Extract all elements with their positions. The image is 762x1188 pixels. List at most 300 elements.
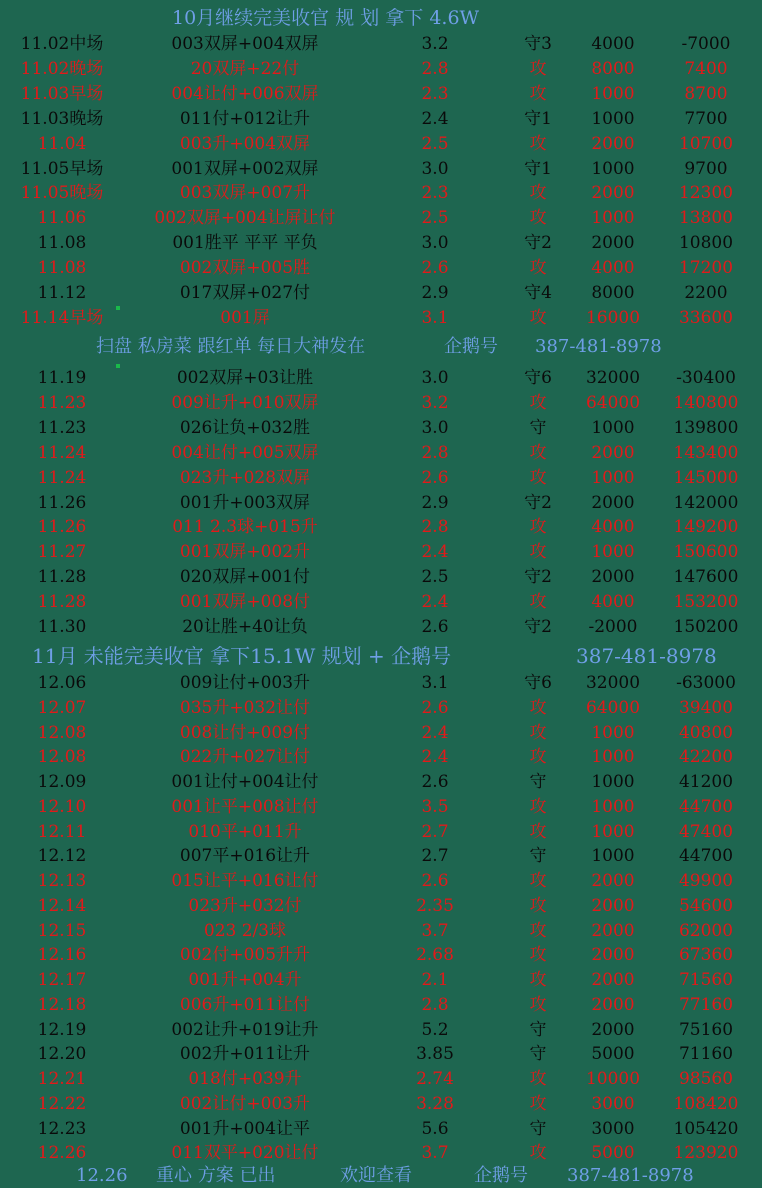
decoration-dot [116,364,120,368]
type-cell: 攻 [529,871,547,891]
odds-cell: 2.4 [421,592,449,613]
bet-cell: 001让平+008让付 [171,796,319,817]
balance-cell: 7400 [684,58,728,79]
type-cell: 攻 [529,517,547,538]
stake-cell: 10000 [585,1069,641,1089]
balance-cell: 153200 [673,592,739,613]
bet-cell: 009让付+003升 [179,673,311,693]
type-cell: 攻 [529,183,547,204]
type-cell: 守 [529,1019,547,1040]
date-cell: 11.05早场 [20,158,104,179]
date-cell: 11.23 [37,417,87,438]
date-cell: 12.07 [37,697,87,718]
stake-cell: 3000 [591,1093,635,1114]
table-row [0,281,762,306]
footer-line [0,1163,762,1188]
table-row [0,82,762,107]
date-cell: 11.14早场 [20,307,104,328]
date-cell: 12.06 [37,673,87,693]
bet-cell: 008让付+009付 [179,722,311,743]
date-cell: 11.24 [37,442,87,463]
odds-cell: 2.5 [421,208,449,229]
date-cell: 12.23 [37,1118,87,1139]
odds-cell: 2.6 [421,871,449,891]
balance-cell: 108420 [673,1093,739,1114]
table-row [0,107,762,132]
balance-cell: 75160 [678,1019,734,1040]
odds-cell: 3.7 [421,1143,449,1164]
odds-cell: 3.85 [416,1044,454,1065]
stake-cell: 32000 [585,673,641,693]
date-cell: 12.17 [37,970,87,990]
odds-cell: 3.1 [421,673,449,693]
odds-cell: 3.2 [421,392,449,413]
type-cell: 攻 [529,542,547,563]
table-row [0,491,762,516]
type-cell: 攻 [529,133,547,154]
balance-cell: 8700 [684,83,728,104]
type-cell: 守6 [524,673,552,693]
table-row [0,671,762,696]
type-cell: 守 [529,417,547,438]
odds-cell: 2.74 [416,1069,454,1089]
table-row [0,57,762,82]
date-cell: 12.19 [37,1019,87,1040]
type-cell: 守4 [524,283,552,303]
balance-cell: -7000 [681,34,731,54]
date-cell: 11.27 [37,542,87,563]
bet-cell: 001升+003双屏 [179,492,311,513]
bet-cell: 002升+011让升 [179,1044,311,1065]
type-cell: 攻 [529,821,547,842]
bet-cell: 001双屏+008付 [179,592,311,613]
balance-cell: 98560 [678,1069,734,1089]
balance-cell: 71560 [678,970,734,990]
date-cell: 11.04 [37,133,87,154]
stake-cell: 64000 [585,697,641,718]
bet-cell: 035升+032让付 [179,697,311,718]
stake-cell: 2000 [591,492,635,513]
odds-cell: 2.6 [421,617,449,637]
table-row [0,943,762,968]
bet-cell: 001升+004让平 [179,1118,311,1139]
promo-line-1 [0,334,762,359]
date-cell: 12.20 [37,1044,87,1065]
bet-cell: 002让付+003升 [179,1093,311,1114]
bet-cell: 001屏 [220,307,270,328]
date-cell: 12.21 [37,1069,87,1089]
date-cell: 11.30 [37,617,87,637]
footer-welcome: 欢迎查看 [340,1165,412,1186]
bet-cell: 011 2.3球+015升 [172,517,318,538]
bet-cell: 023 2/3球 [203,920,287,941]
balance-cell: 77160 [678,994,734,1015]
odds-cell: 3.0 [421,368,449,388]
odds-cell: 2.5 [421,567,449,588]
type-cell: 攻 [529,83,547,104]
promo-text: 扫盘 私房菜 跟红单 每日大神发在 [96,336,366,357]
table-row [0,540,762,565]
type-cell: 守3 [524,34,552,54]
bet-cell: 026让负+032胜 [179,417,311,438]
bet-cell: 003双屏+004双屏 [171,34,319,54]
date-cell: 12.15 [37,920,87,941]
type-cell: 攻 [529,592,547,613]
stake-cell: 1000 [591,821,635,842]
november-header-qq-number: 387-481-8978 [576,644,717,668]
balance-cell: 140800 [673,392,739,413]
bet-cell: 002付+005升升 [179,945,311,966]
stake-cell: 1000 [591,208,635,229]
balance-cell: 33600 [678,307,734,328]
odds-cell: 2.1 [421,970,449,990]
table-row [0,820,762,845]
stake-cell: 1000 [591,846,635,867]
stake-cell: 5000 [591,1143,635,1164]
odds-cell: 2.9 [421,283,449,303]
stake-cell: 1000 [591,796,635,817]
odds-cell: 2.68 [416,945,454,966]
balance-cell: 150200 [673,617,739,637]
odds-cell: 2.6 [421,258,449,279]
type-cell: 守2 [524,567,552,588]
bet-cell: 010平+011升 [188,821,302,842]
balance-cell: 139800 [673,417,739,438]
balance-cell: 7700 [684,108,728,129]
odds-cell: 2.8 [421,442,449,463]
stake-cell: 2000 [591,567,635,588]
stake-cell: 1000 [591,108,635,129]
bet-cell: 20双屏+22付 [190,58,300,79]
table-row [0,869,762,894]
balance-cell: 13800 [678,208,734,229]
balance-cell: 105420 [673,1118,739,1139]
table-row [0,919,762,944]
bet-cell: 001胜平 平平 平负 [172,233,318,254]
table-row [0,1092,762,1117]
stake-cell: 1000 [591,772,635,792]
stake-cell: 1000 [591,467,635,488]
bet-cell: 001双屏+002双屏 [171,158,319,179]
stake-cell: 64000 [585,392,641,413]
type-cell: 守1 [524,108,552,129]
table-row [0,231,762,256]
type-cell: 攻 [529,994,547,1015]
table-row [0,441,762,466]
table-row [0,894,762,919]
type-cell: 攻 [529,1069,547,1089]
stake-cell: 2000 [591,183,635,204]
balance-cell: 44700 [678,796,734,817]
table-row [0,696,762,721]
bet-cell: 018付+039升 [188,1069,302,1089]
bet-cell: 001升+004升 [188,970,302,990]
table-row [0,745,762,770]
balance-cell: 2200 [684,283,728,303]
odds-cell: 2.9 [421,492,449,513]
type-cell: 攻 [529,1093,547,1114]
bet-cell: 001双屏+002升 [179,542,311,563]
bet-cell: 017双屏+027付 [179,283,311,303]
date-cell: 11.28 [37,592,87,613]
balance-cell: 145000 [673,467,739,488]
bet-cell: 004让付+005双屏 [171,442,319,463]
table-row [0,968,762,993]
odds-cell: 3.5 [421,796,449,817]
date-cell: 11.02晚场 [20,58,104,79]
type-cell: 攻 [529,58,547,79]
date-cell: 11.19 [37,368,87,388]
balance-cell: 42200 [678,747,734,768]
table-row [0,565,762,590]
odds-cell: 3.7 [421,920,449,941]
promo-qq-label: 企鹅号 [444,336,498,357]
promo-qq-number: 387-481-8978 [535,336,662,357]
stake-cell: 4000 [591,258,635,279]
balance-cell: 44700 [678,846,734,867]
table-row [0,181,762,206]
stake-cell: 2000 [591,1019,635,1040]
balance-cell: 10800 [678,233,734,254]
bet-cell: 011双平+020让付 [171,1143,319,1164]
bet-cell: 015让平+016让付 [171,871,319,891]
odds-cell: 2.8 [421,994,449,1015]
balance-cell: 71160 [678,1044,734,1065]
odds-cell: 3.1 [421,307,449,328]
stake-cell: 1000 [591,158,635,179]
table-row [0,391,762,416]
date-cell: 12.12 [37,846,87,867]
footer-date: 12.26 [76,1165,128,1186]
date-cell: 12.18 [37,994,87,1015]
table-row [0,466,762,491]
stake-cell: 2000 [591,233,635,254]
stake-cell: 1000 [591,542,635,563]
bet-cell: 006升+011让付 [179,994,311,1015]
odds-cell: 2.5 [421,133,449,154]
stake-cell: 4000 [591,592,635,613]
type-cell: 攻 [529,1143,547,1164]
balance-cell: 143400 [673,442,739,463]
table-row [0,416,762,441]
odds-cell: 3.2 [421,34,449,54]
balance-cell: -63000 [676,673,736,693]
odds-cell: 2.35 [416,895,454,916]
type-cell: 守 [529,1044,547,1065]
table-row [0,256,762,281]
odds-cell: 2.7 [421,846,449,867]
bet-cell: 003升+004双屏 [179,133,311,154]
footer-qq-number: 387-481-8978 [567,1165,694,1186]
footer-qq-label: 企鹅号 [474,1165,528,1186]
table-row [0,157,762,182]
balance-cell: 150600 [673,542,739,563]
balance-cell: 41200 [678,772,734,792]
type-cell: 攻 [529,945,547,966]
date-cell: 11.26 [37,492,87,513]
odds-cell: 2.4 [421,108,449,129]
bet-cell: 001让付+004让付 [171,772,319,792]
date-cell: 12.11 [37,821,87,842]
bet-cell: 009让升+010双屏 [171,392,319,413]
bet-cell: 022升+027让付 [179,747,311,768]
stake-cell: 2000 [591,945,635,966]
stake-cell: 4000 [591,34,635,54]
table-row [0,1042,762,1067]
table-row [0,515,762,540]
table-row [0,1067,762,1092]
odds-cell: 2.8 [421,58,449,79]
date-cell: 11.28 [37,567,87,588]
odds-cell: 2.6 [421,697,449,718]
date-cell: 12.10 [37,796,87,817]
odds-cell: 2.3 [421,83,449,104]
odds-cell: 5.6 [421,1118,449,1139]
odds-cell: 3.28 [416,1093,454,1114]
balance-cell: 147600 [673,567,739,588]
type-cell: 攻 [529,747,547,768]
table-row [0,770,762,795]
table-row [0,795,762,820]
bet-cell: 007平+016让升 [179,846,311,867]
table-row [0,1117,762,1142]
balance-cell: 17200 [678,258,734,279]
date-cell: 12.13 [37,871,87,891]
date-cell: 12.26 [37,1143,87,1164]
stake-cell: 3000 [591,1118,635,1139]
table-row [0,1018,762,1043]
balance-cell: 62000 [678,920,734,941]
balance-cell: 9700 [684,158,728,179]
balance-cell: 47400 [678,821,734,842]
odds-cell: 2.6 [421,467,449,488]
type-cell: 守 [529,846,547,867]
balance-cell: 67360 [678,945,734,966]
november-header-text: 11月 未能完美收官 拿下15.1W 规划 + 企鹅号 [32,644,452,668]
stake-cell: 8000 [591,283,635,303]
bet-cell: 20让胜+40让负 [182,617,308,637]
date-cell: 12.22 [37,1093,87,1114]
date-cell: 12.16 [37,945,87,966]
odds-cell: 2.4 [421,747,449,768]
table-row [0,615,762,640]
table-row [0,306,762,331]
stake-cell: 1000 [591,417,635,438]
odds-cell: 2.6 [421,772,449,792]
date-cell: 11.02中场 [20,34,104,54]
balance-cell: 123920 [673,1143,739,1164]
balance-cell: 40800 [678,722,734,743]
type-cell: 守 [529,1118,547,1139]
date-cell: 11.03晚场 [20,108,104,129]
stake-cell: 2000 [591,970,635,990]
type-cell: 守2 [524,233,552,254]
stake-cell: 1000 [591,722,635,743]
odds-cell: 5.2 [421,1019,449,1040]
stake-cell: 4000 [591,517,635,538]
stake-cell: 8000 [591,58,635,79]
date-cell: 12.08 [37,722,87,743]
bet-cell: 023升+032付 [188,895,302,916]
stake-cell: 5000 [591,1044,635,1065]
type-cell: 守6 [524,368,552,388]
table-row [0,721,762,746]
date-cell: 11.08 [37,258,87,279]
table-row [0,206,762,231]
table-row [0,132,762,157]
balance-cell: 39400 [678,697,734,718]
type-cell: 攻 [529,258,547,279]
decoration-dot [116,306,120,310]
footer-text: 重心 方案 已出 [156,1165,276,1186]
bet-cell: 002双屏+004让屏让付 [154,208,336,229]
table-row [0,844,762,869]
type-cell: 攻 [529,392,547,413]
stake-cell: 2000 [591,442,635,463]
stake-cell: -2000 [588,617,638,637]
type-cell: 攻 [529,697,547,718]
odds-cell: 2.4 [421,722,449,743]
stake-cell: 1000 [591,747,635,768]
type-cell: 攻 [529,307,547,328]
bet-cell: 003双屏+007升 [179,183,311,204]
october-header [0,6,762,31]
odds-cell: 3.0 [421,233,449,254]
type-cell: 守2 [524,492,552,513]
stake-cell: 2000 [591,920,635,941]
date-cell: 11.26 [37,517,87,538]
stake-cell: 2000 [591,133,635,154]
bet-cell: 023升+028双屏 [179,467,311,488]
date-cell: 11.24 [37,467,87,488]
date-cell: 11.06 [37,208,87,229]
date-cell: 12.14 [37,895,87,916]
october-header-text: 10月继续完美收官 规 划 拿下 4.6W [172,7,480,29]
date-cell: 11.23 [37,392,87,413]
odds-cell: 3.0 [421,417,449,438]
date-cell: 12.08 [37,747,87,768]
bet-cell: 020双屏+001付 [179,567,311,588]
stake-cell: 2000 [591,871,635,891]
balance-cell: 54600 [678,895,734,916]
type-cell: 攻 [529,895,547,916]
date-cell: 11.12 [37,283,87,303]
bet-cell: 004让付+006双屏 [171,83,319,104]
table-row [0,366,762,391]
type-cell: 攻 [529,722,547,743]
type-cell: 守2 [524,617,552,637]
stake-cell: 2000 [591,994,635,1015]
balance-cell: -30400 [676,368,736,388]
type-cell: 攻 [529,920,547,941]
odds-cell: 3.0 [421,158,449,179]
date-cell: 11.03早场 [20,83,104,104]
table-row [0,993,762,1018]
stake-cell: 16000 [585,307,641,328]
type-cell: 攻 [529,208,547,229]
balance-cell: 10700 [678,133,734,154]
odds-cell: 2.3 [421,183,449,204]
balance-cell: 49900 [678,871,734,891]
bet-cell: 002让升+019让升 [171,1019,319,1040]
stake-cell: 32000 [585,368,641,388]
stake-cell: 2000 [591,895,635,916]
date-cell: 12.09 [37,772,87,792]
odds-cell: 2.7 [421,821,449,842]
type-cell: 守1 [524,158,552,179]
balance-cell: 142000 [673,492,739,513]
bet-cell: 002双屏+03让胜 [176,368,314,388]
